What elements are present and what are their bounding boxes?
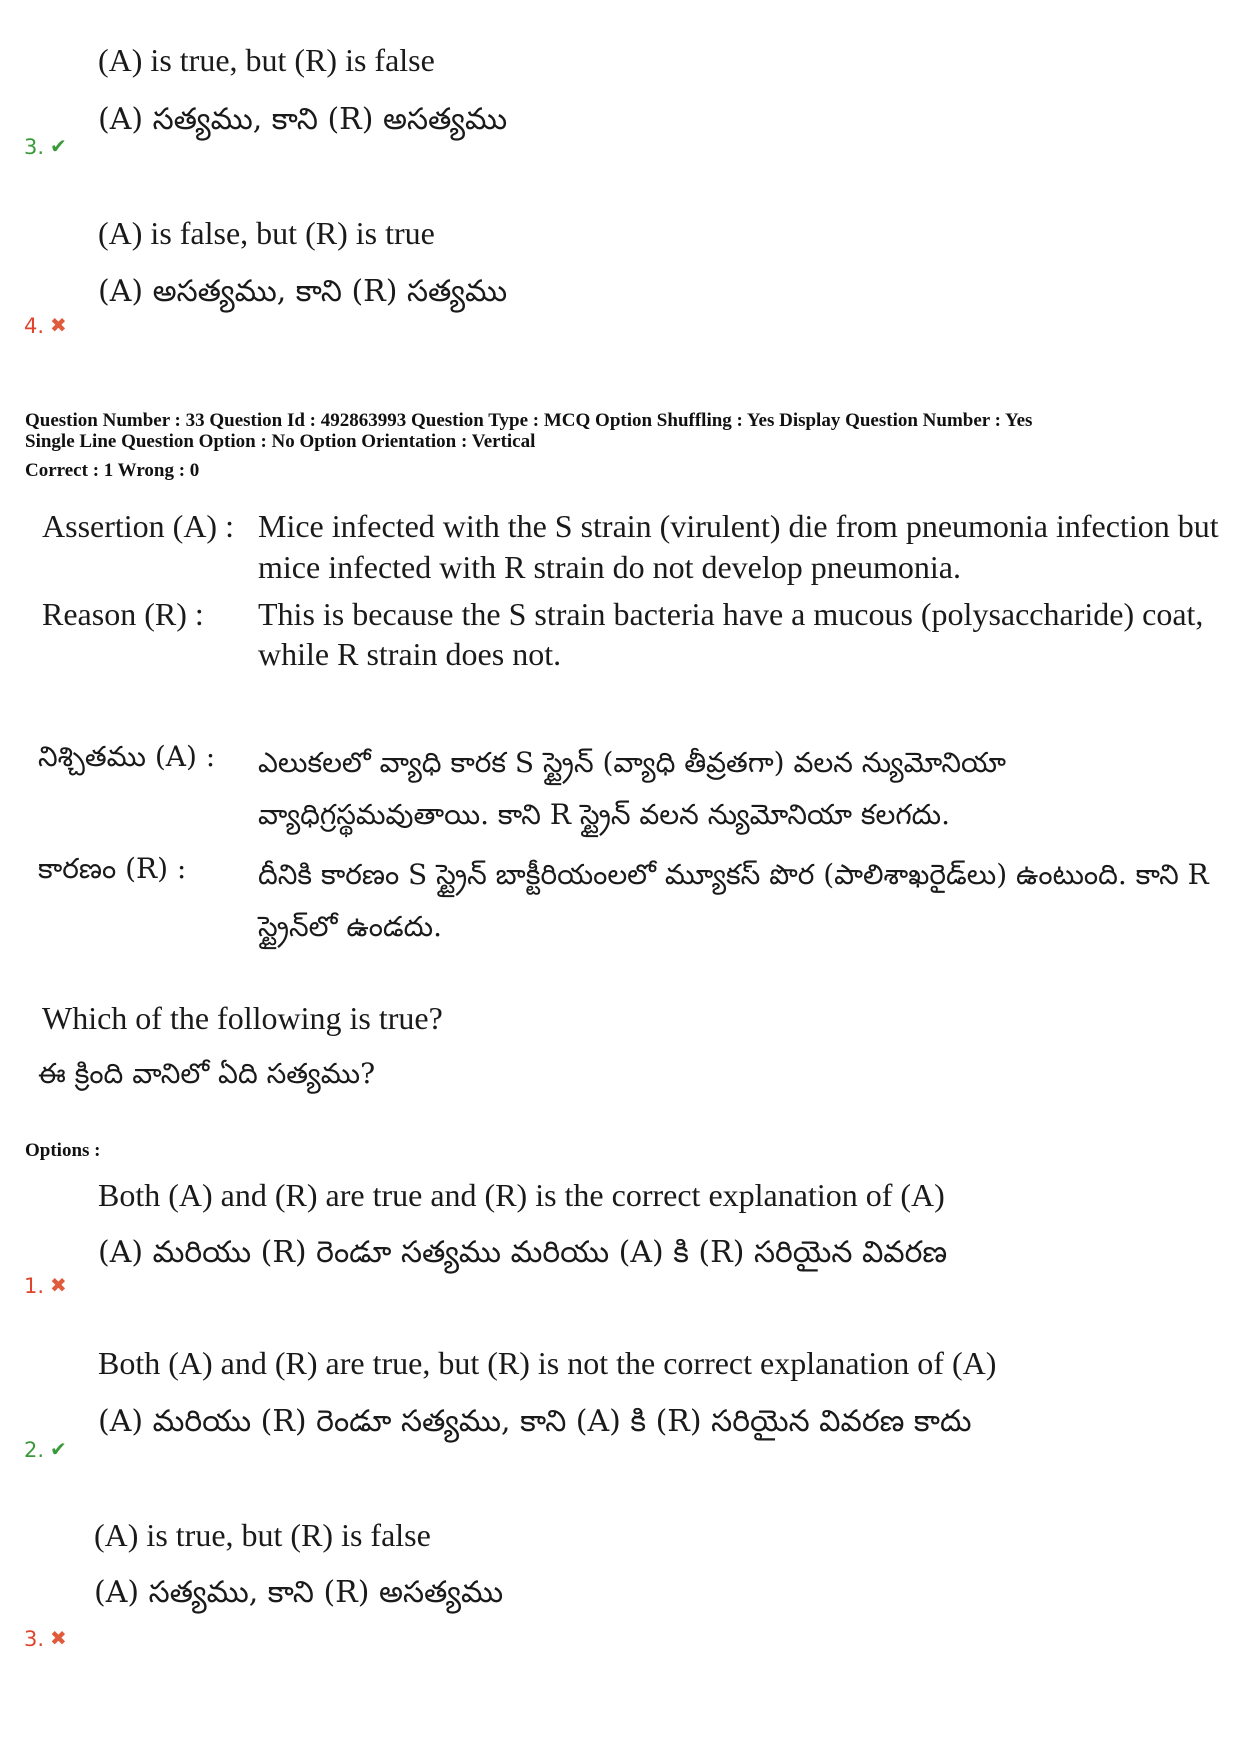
top-option-3-english: (A) is true, but (R) is false (98, 42, 435, 78)
reason-label-te: కారణం (R) : (38, 852, 187, 885)
option-2-english: Both (A) and (R) are true, but (R) is not the correct explanation of (A) (98, 1345, 997, 1381)
option-2-number-text: 2. (24, 1438, 45, 1462)
question-meta-line3: Correct : 1 Wrong : 0 (25, 460, 200, 481)
cross-icon: ✖ (50, 1273, 67, 1297)
reason-label-en: Reason (R) : (42, 596, 204, 632)
top-option-3-number-text: 3. (24, 135, 45, 159)
option-2-number (24, 1436, 67, 1463)
options-label: Options : (25, 1140, 101, 1161)
question-meta-line2: Single Line Question Option : No Option Orientation : Vertical (25, 431, 536, 452)
top-option-4-number-text: 4. (24, 314, 45, 338)
assertion-text-en: Mice infected with the S strain (virulent) die from pneumonia infection but mice infected with R strain do not develop pneumonia. (258, 508, 1219, 585)
cross-icon: ✖ (50, 313, 67, 337)
reason-text-en: This is because the S strain bacteria have a mucous (polysaccharide) coat, while R strain does not. (258, 596, 1204, 672)
option-1-telugu: (A) మరియు (R) రెండూ సత్యము మరియు (A) కి (R) సరియైన వివరణ (98, 1235, 948, 1270)
top-option-3-number (24, 133, 67, 160)
top-option-4-telugu: (A) అసత్యము, కాని (R) సత్యము (98, 274, 508, 309)
option-1-number (24, 1272, 67, 1299)
question-prompt-en: Which of the following is true? (42, 1000, 443, 1036)
reason-text-te: దీనికి కారణం S స్ట్రైన్ బాక్టీరియంలలో మ్యూకస్ పొర (పాలిశాఖరైడ్‌లు) ఉంటుంది. కాని R స్ట్రైన్‌లో ఉండదు. (258, 858, 1209, 943)
assertion-label-en: Assertion (A) : (42, 508, 234, 544)
option-3-telugu: (A) సత్యము, కాని (R) అసత్యము (94, 1575, 504, 1610)
assertion-text-te: ఎలుకలలో వ్యాధి కారక S స్ట్రైన్ (వ్యాధి తీవ్రతగా) వలన న్యుమోనియా వ్యాధిగ్రస్థమవుతాయి. కాని R స్ట్రైన్ వలన న్యుమోనియా కలగదు. (258, 746, 1007, 831)
option-2-telugu: (A) మరియు (R) రెండూ సత్యము, కాని (A) కి (R) సరియైన వివరణ కాదు (98, 1404, 972, 1439)
option-1-number-text: 1. (24, 1274, 45, 1298)
top-option-3-telugu: (A) సత్యము, కాని (R) అసత్యము (98, 102, 508, 137)
option-3-number (24, 1625, 67, 1652)
top-option-4-english: (A) is false, but (R) is true (98, 215, 435, 251)
option-1-english: Both (A) and (R) are true and (R) is the correct explanation of (A) (98, 1177, 945, 1213)
top-option-4-number (24, 312, 67, 339)
cross-icon: ✖ (50, 1626, 67, 1650)
question-prompt-te: ఈ క్రింది వానిలో ఏది సత్యము? (38, 1057, 376, 1090)
option-3-number-text: 3. (24, 1627, 45, 1651)
assertion-label-te: నిశ్చితము (A) : (38, 740, 216, 773)
question-meta-line1: Question Number : 33 Question Id : 492863993 Question Type : MCQ Option Shuffling : Yes Display Question Number : Yes (25, 410, 1033, 431)
check-icon: ✔ (50, 134, 67, 158)
option-3-english: (A) is true, but (R) is false (94, 1517, 431, 1553)
check-icon: ✔ (50, 1437, 67, 1461)
